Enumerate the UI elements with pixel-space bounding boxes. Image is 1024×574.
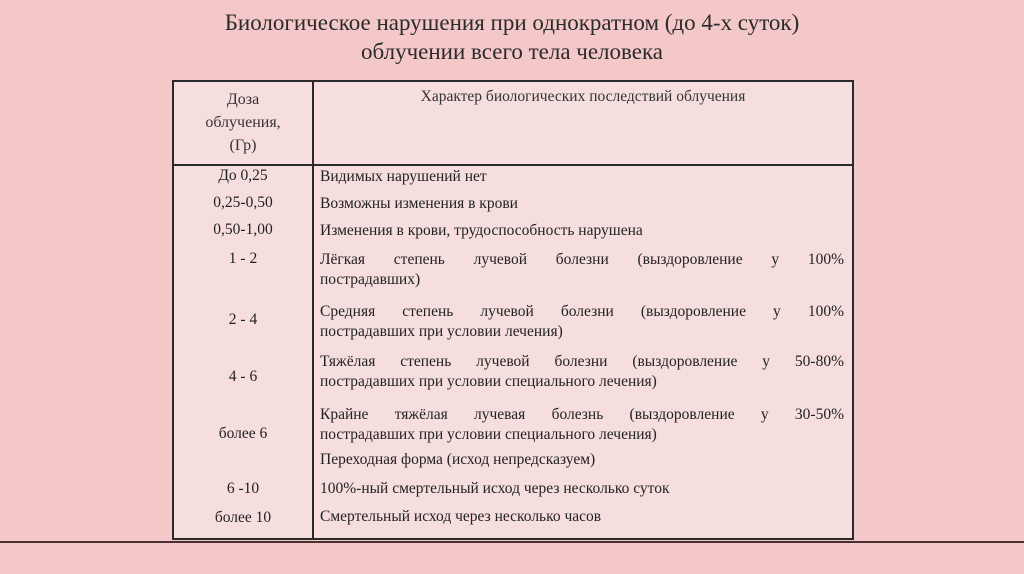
dose-cell: более 10 (214, 509, 272, 526)
dose-cell: 0,50-1,00 (213, 221, 273, 238)
header-dose-line-1: Доза (226, 91, 260, 108)
description-line: Изменения в крови, трудоспособность нарушена (320, 222, 643, 239)
header-dose-line-2: облучения, (205, 114, 281, 131)
radiation-effects-table (172, 80, 854, 540)
dose-cell: 2 - 4 (228, 311, 258, 328)
description-line: Возможны изменения в крови (320, 195, 518, 212)
footer-rule (0, 541, 1024, 543)
description-line: Лёгкая степень лучевой болезни (выздоровление у 100% (320, 251, 844, 268)
description-cell (320, 302, 844, 342)
column-divider (312, 82, 314, 538)
dose-cell: 4 - 6 (228, 368, 258, 385)
description-line: Тяжёлая степень лучевой болезни (выздоровление у 50-80% (320, 353, 844, 370)
title-line-1: Биологическое нарушения при однократном (до 4-х суток) (224, 10, 800, 35)
header-dose-line-3: (Гр) (229, 137, 257, 154)
header-dose (174, 88, 312, 157)
description-line: Видимых нарушений нет (320, 168, 487, 185)
dose-cell: До 0,25 (218, 167, 268, 184)
description-cell (320, 405, 844, 445)
title-line-2: облучении всего тела человека (360, 39, 663, 64)
description-line: пострадавших) (320, 271, 421, 288)
description-line: Крайне тяжёлая лучевая болезнь (выздоровление у 30-50% (320, 406, 844, 423)
header-divider (174, 164, 852, 166)
dose-cell: 1 - 2 (228, 250, 258, 267)
dose-cell: 6 -10 (226, 480, 260, 497)
dose-cell: 0,25-0,50 (213, 194, 273, 211)
description-line: Смертельный исход через несколько часов (320, 508, 602, 525)
description-cell (320, 450, 844, 470)
dose-cell: более 6 (218, 425, 268, 442)
description-line: Переходная форма (исход непредсказуем) (320, 451, 596, 468)
header-description: Характер биологических последствий облучения (420, 88, 746, 105)
description-cell (320, 479, 844, 499)
description-cell (320, 352, 844, 392)
description-cell (320, 250, 844, 290)
description-line: пострадавших при условии специального лечения) (320, 373, 657, 390)
description-line: пострадавших при условии лечения) (320, 323, 563, 340)
description-cell (320, 167, 844, 187)
description-line: 100%-ный смертельный исход через несколько суток (320, 480, 670, 497)
description-cell (320, 194, 844, 214)
description-line: Средняя степень лучевой болезни (выздоровление у 100% (320, 303, 844, 320)
slide-title (0, 8, 1024, 66)
description-cell (320, 221, 844, 241)
description-cell (320, 507, 844, 527)
description-line: пострадавших при условии специального лечения) (320, 426, 657, 443)
